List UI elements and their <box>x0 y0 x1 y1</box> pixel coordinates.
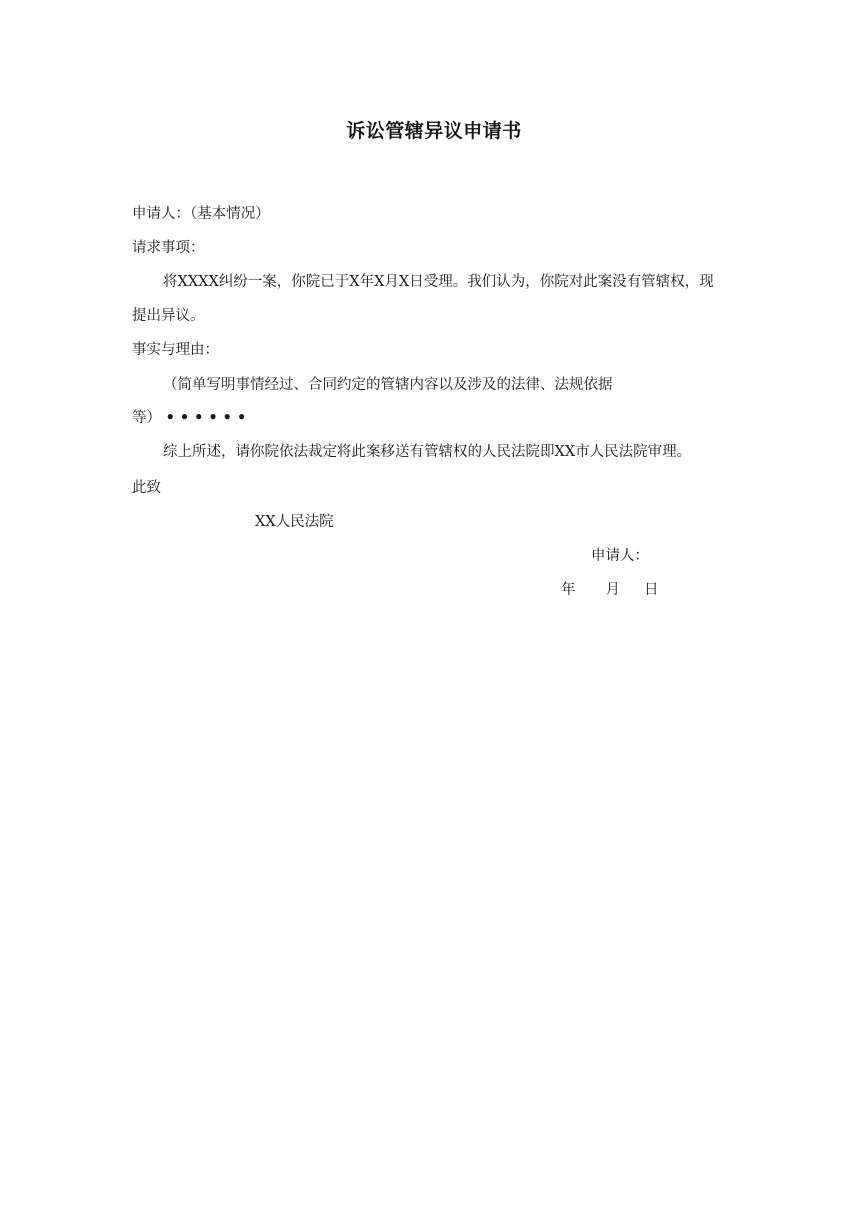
facts-line-2 <box>132 408 251 428</box>
date-year: 年 <box>561 582 576 598</box>
summary-paragraph: 综上所述，请你院依法裁定将此案移送有管辖权的人民法院即XX市人民法院审理。 <box>163 444 692 460</box>
facts-line-1: （简单写明事情经过、合同约定的管辖内容以及涉及的法律、法规依据 <box>163 377 613 393</box>
facts-heading: 事实与理由： <box>132 342 219 358</box>
date-line <box>561 580 659 600</box>
signature-label: 申请人： <box>591 548 649 564</box>
salutation: 此致 <box>132 480 161 496</box>
ellipsis-dots: •••••• <box>165 409 252 426</box>
date-day: 日 <box>644 582 659 598</box>
applicant-line: 申请人：（基本情况） <box>132 206 270 222</box>
request-body-line-2: 提出异议。 <box>132 308 205 324</box>
request-heading: 请求事项： <box>132 240 205 256</box>
request-body-line-1: 将XXXX纠纷一案，你院已于X年X月X日受理。我们认为，你院对此案没有管辖权，现 <box>163 274 714 290</box>
court-name: XX人民法院 <box>255 514 334 530</box>
facts-line-2-text: 等） <box>132 410 161 426</box>
date-month: 月 <box>605 582 620 598</box>
document-title: 诉讼管辖异议申请书 <box>346 120 522 142</box>
